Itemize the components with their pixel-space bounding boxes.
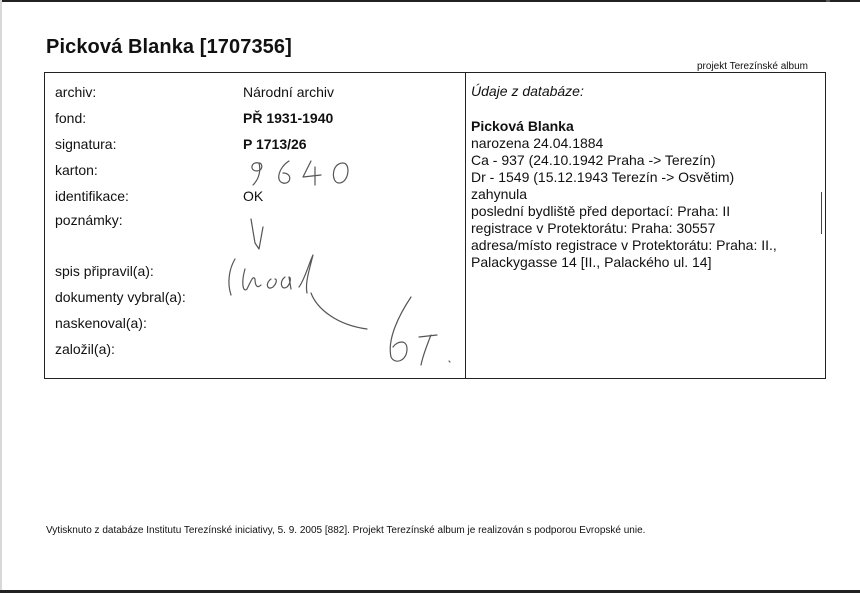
label-spis-pripravil: spis připravil(a): xyxy=(55,263,154,279)
value-fond: PŘ 1931-1940 xyxy=(243,110,334,126)
label-fond: fond: xyxy=(55,110,87,126)
record-card xyxy=(44,72,826,379)
database-registration-address: adresa/místo registrace v Protektorátu: Praha: II., xyxy=(471,237,777,253)
card-divider xyxy=(465,73,466,378)
scan-mark xyxy=(826,0,830,2)
label-zalozil: založil(a): xyxy=(55,341,115,357)
label-karton: karton: xyxy=(55,162,98,178)
label-dokumenty-vybral: dokumenty vybral(a): xyxy=(55,289,186,305)
label-signatura: signatura: xyxy=(55,136,117,152)
handwritten-check-mark xyxy=(245,213,275,251)
label-poznamky: poznámky: xyxy=(55,212,123,228)
database-heading: Údaje z databáze: xyxy=(471,83,584,99)
label-identifikace: identifikace: xyxy=(55,188,129,204)
database-transport-1: Ca - 937 (24.10.1942 Praha -> Terezín) xyxy=(471,152,716,168)
database-transport-2: Dr - 1549 (15.12.1943 Terezín -> Osvětim) xyxy=(471,169,735,185)
database-registration: registrace v Protektorátu: Praha: 30557 xyxy=(471,220,716,236)
value-signatura: P 1713/26 xyxy=(243,136,307,152)
page-title: Picková Blanka [1707356] xyxy=(46,36,292,58)
handwritten-karton-number xyxy=(245,155,355,187)
database-birth: narozena 24.04.1884 xyxy=(471,135,604,151)
scan-margin-mark xyxy=(821,192,822,234)
value-archiv: Národní archiv xyxy=(243,84,335,100)
scan-top-edge xyxy=(0,0,860,2)
label-naskenoval: naskenoval(a): xyxy=(55,315,147,331)
database-last-residence: poslední bydliště před deportací: Praha: II xyxy=(471,203,731,219)
database-fate: zahynula xyxy=(471,186,528,202)
value-identifikace: OK xyxy=(243,188,264,204)
page-footer: Vytisknuto z databáze Institutu Terezínské iniciativy, 5. 9. 2005 [882]. Projekt Terezínské album je realizován s podporou Evropské unie. xyxy=(46,525,646,536)
handwritten-signature-selected xyxy=(307,289,457,367)
scan-left-edge xyxy=(0,0,2,593)
label-archiv: archiv: xyxy=(55,84,97,100)
project-label: projekt Terezínské album xyxy=(697,61,808,72)
database-registration-address-cont: Palackygasse 14 [II., Palackého ul. 14] xyxy=(471,254,712,270)
database-person-name: Picková Blanka xyxy=(471,118,574,134)
